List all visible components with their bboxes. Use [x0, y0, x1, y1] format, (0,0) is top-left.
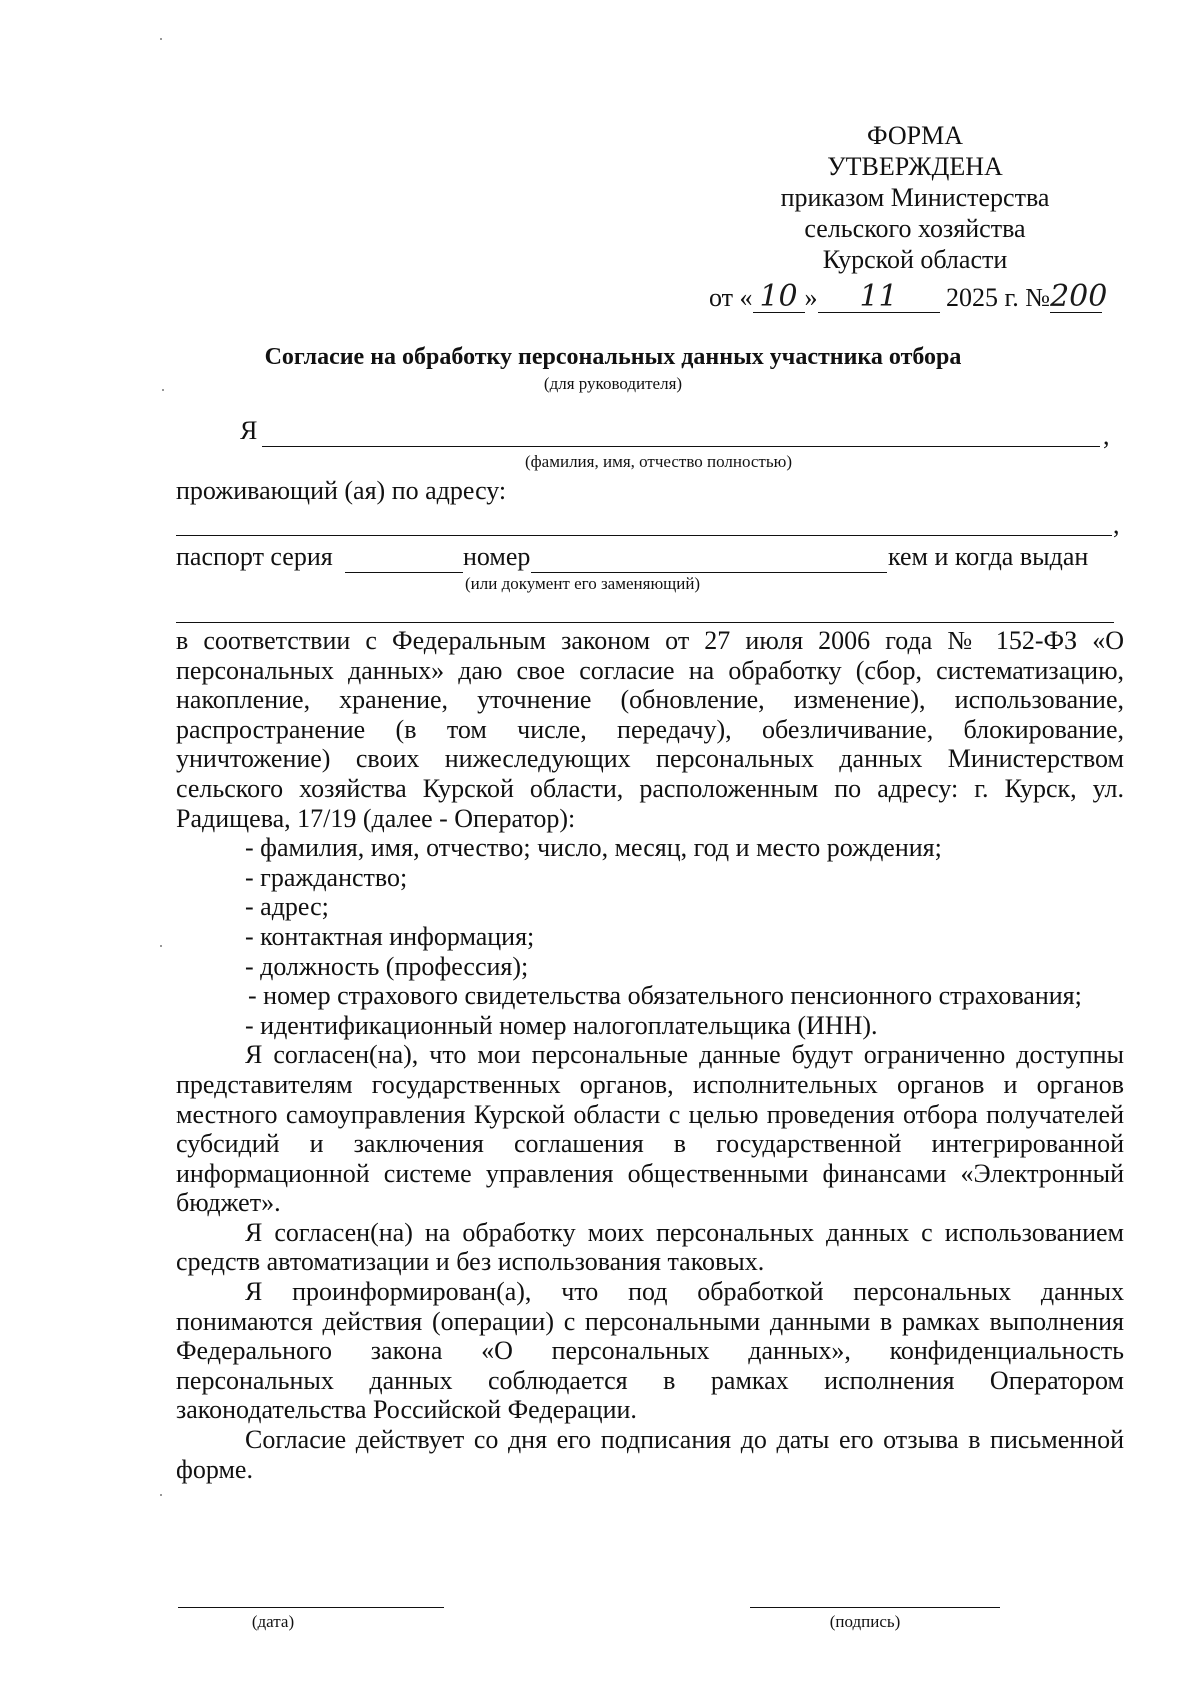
- address-line: [176, 535, 1112, 536]
- approval-line: УТВЕРЖДЕНА: [827, 152, 1003, 181]
- consent-paragraph-validity: Согласие действует со дня его подписания до даты его отзыва в письменной форме.: [176, 1425, 1124, 1484]
- address-label: проживающий (ая) по адресу:: [176, 476, 507, 505]
- passport-number-line: [531, 572, 887, 573]
- document-subtitle: (для руководителя): [543, 374, 683, 393]
- personal-data-list: [176, 833, 1124, 1040]
- order-number-handwritten: 200: [1050, 279, 1108, 314]
- name-line-comma: ,: [1103, 421, 1110, 450]
- approval-block: [700, 120, 1130, 275]
- list-item: - гражданство;: [245, 862, 408, 892]
- approval-line: Курской области: [822, 245, 1008, 274]
- order-day-field: [753, 279, 805, 314]
- full-name-hint: (фамилия, имя, отчество полностью): [525, 452, 792, 471]
- address-line-comma: ,: [1113, 510, 1120, 539]
- full-name-line: [262, 446, 1100, 447]
- passport-series-line: [345, 572, 463, 573]
- list-item: - адрес;: [245, 892, 329, 922]
- signature-label: (подпись): [829, 1612, 901, 1631]
- approval-line: сельского хозяйства: [804, 214, 1026, 243]
- order-date-prefix: от «: [709, 283, 753, 312]
- order-day-handwritten: 10: [759, 279, 798, 314]
- order-number-field: [1050, 279, 1108, 314]
- date-label: (дата): [251, 1612, 295, 1631]
- passport-doc-hint: (или документ его заменяющий): [465, 574, 701, 593]
- order-year-label: 2025 г. №: [946, 283, 1051, 312]
- order-date-number: [709, 279, 1108, 314]
- consent-paragraph-access: Я согласен(на), что мои персональные данные будут ограниченно доступны представителям государственных органов, исполнительных органов и органов местного самоуправления Курской области с целью проведения отбора получателей субсидий и заключения соглашения в государственной интегрированной информационной системе управления общественными финансами «Электронный бюджет».: [176, 1040, 1124, 1218]
- signature-line: [750, 1607, 1000, 1608]
- list-item: - фамилия, имя, отчество; число, месяц, год и место рождения;: [245, 833, 942, 863]
- consent-paragraph-informed: Я проинформирован(а), что под обработкой персональных данных понимаются действия (операции) с персональными данными в рамках выполнения Федерального закона «О персональных данных», конфиденциальность персональных данных соблюдается в рамках исполнения Оператором законодательства Российской Федерации.: [176, 1277, 1124, 1425]
- scan-speck: [160, 1494, 162, 1496]
- order-month-field: [818, 279, 940, 314]
- approval-line: приказом Министерства: [780, 183, 1050, 212]
- consent-paragraph-automation: Я согласен(на) на обработку моих персональных данных с использованием средств автоматизации и без использования таковых.: [176, 1217, 1124, 1277]
- passport-number-label: номер: [463, 542, 531, 571]
- passport-issued-line: [176, 622, 1114, 623]
- list-item: - номер страхового свидетельства обязательного пенсионного страхования;: [248, 981, 1082, 1011]
- scan-speck: [160, 945, 162, 947]
- consent-intro: в соответствии с Федеральным законом от 27 июля 2006 года № 152-ФЗ «О персональных данных» даю свое согласие на обработку (сбор, систематизацию, накопление, хранение, уточнение (обновление, изменение), использование, распространение (в том числе, передачу), обезличивание, блокирование, уничтожение) своих нижеследующих персональных данных Министерством сельского хозяйства Курской области, расположенным по адресу: г. Курск, ул. Радищева, 17/19 (далее - Оператор):: [176, 626, 1124, 833]
- date-line: [178, 1607, 444, 1608]
- passport-issued-label: кем и когда выдан: [888, 542, 1089, 571]
- passport-series-label: паспорт серия: [176, 542, 333, 571]
- document-title: Согласие на обработку персональных данных участника отбора: [264, 344, 962, 370]
- list-item: - идентификационный номер налогоплательщика (ИНН).: [245, 1010, 878, 1040]
- approval-line: ФОРМА: [867, 121, 963, 150]
- scan-speck: [160, 38, 162, 40]
- order-month-handwritten: 11: [859, 279, 898, 314]
- scan-speck: [162, 389, 164, 391]
- consent-body: [176, 626, 1124, 1484]
- list-item: - должность (профессия);: [245, 951, 529, 981]
- i-label: Я: [240, 416, 258, 445]
- list-item: - контактная информация;: [245, 921, 535, 951]
- order-date-quote: »: [804, 283, 818, 312]
